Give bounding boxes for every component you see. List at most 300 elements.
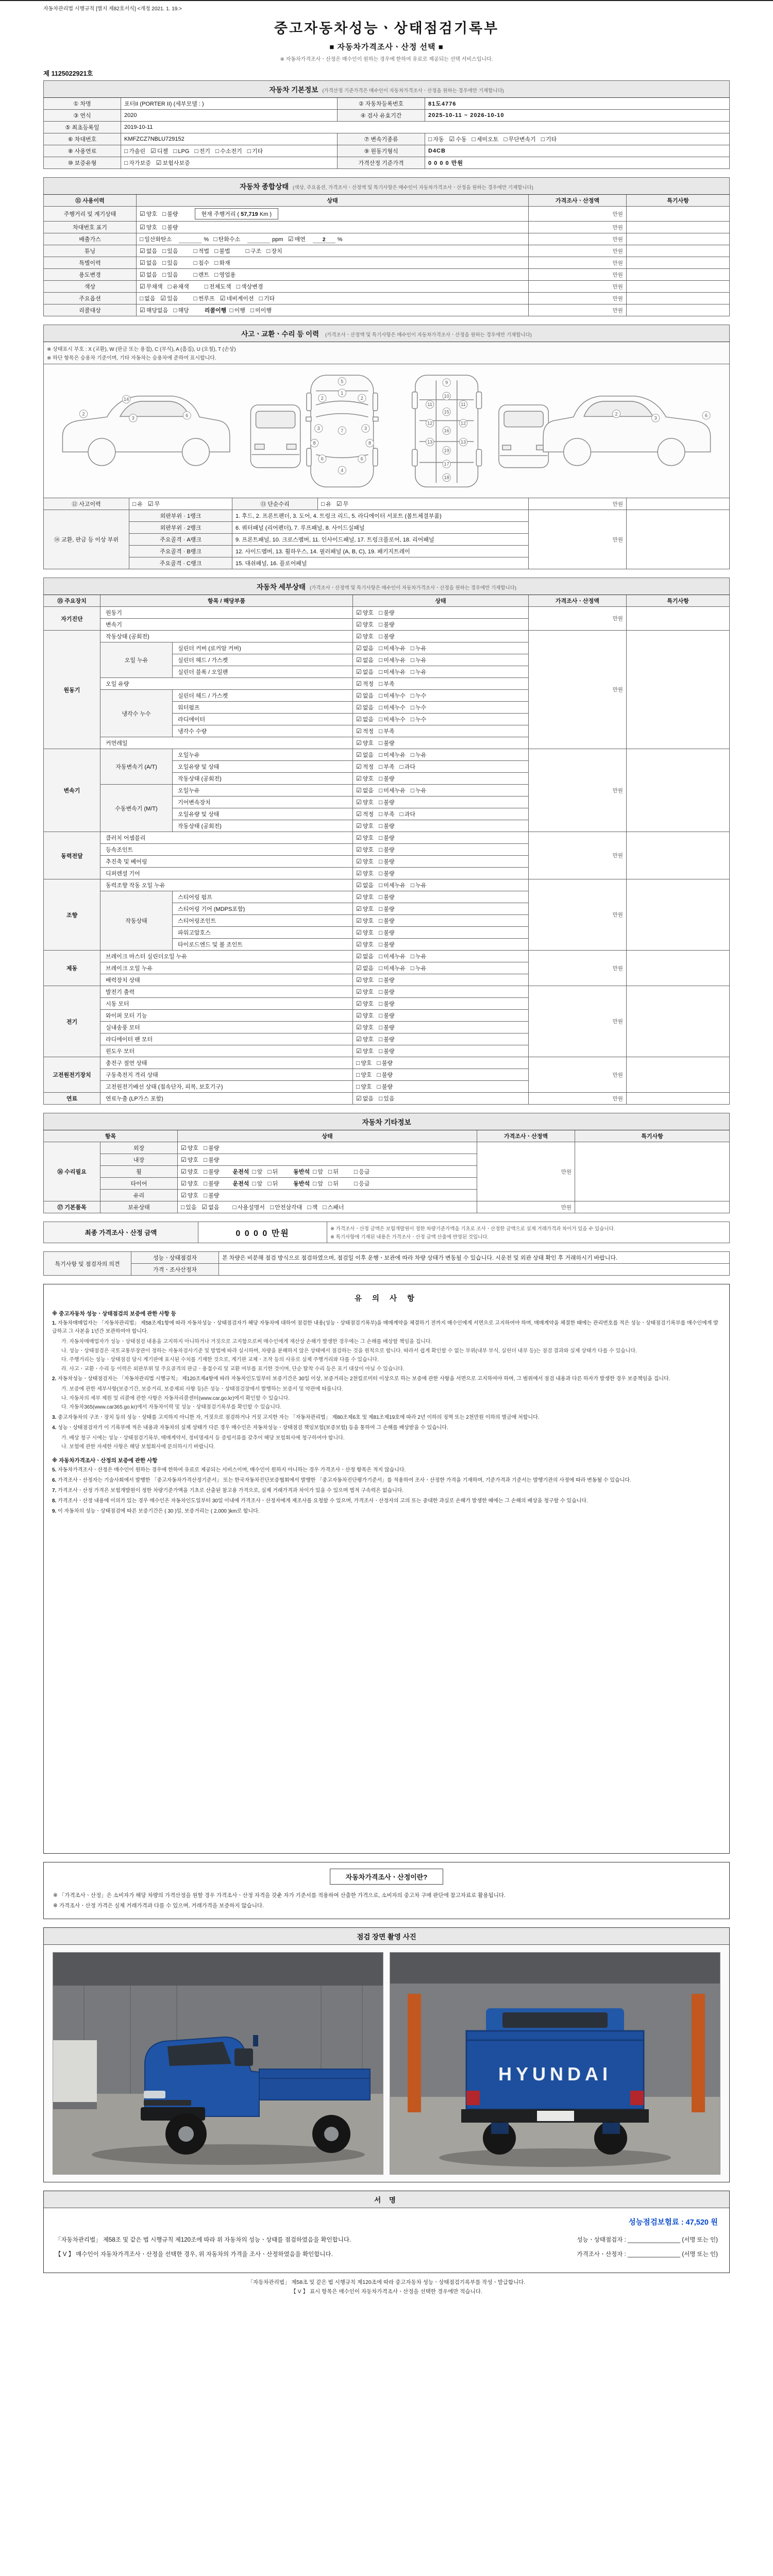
checkbox-label: 미세누유 bbox=[383, 965, 406, 972]
checkbox-checked bbox=[356, 1011, 374, 1020]
checkbox-glyph: ☑ bbox=[356, 621, 362, 629]
diagram-point bbox=[443, 460, 450, 468]
section-header: 자동차 세부상태 (가격조사ㆍ산정액 및 특기사항은 매수인이 자동차가격조사ㆍ산정을 원하는 경우에만 기재합니다) bbox=[44, 578, 730, 595]
checkbox-unchecked bbox=[194, 147, 210, 155]
checkbox-label: 없음 bbox=[144, 296, 156, 302]
checkbox-checked bbox=[356, 786, 374, 794]
checkbox-label: 양호 bbox=[362, 1013, 374, 1020]
checkbox-label: 렌트 bbox=[198, 272, 210, 278]
svg-text:9: 9 bbox=[445, 380, 448, 385]
checkbox-checked bbox=[356, 917, 374, 925]
checkbox-checked bbox=[356, 1023, 374, 1031]
checkbox-unchecked bbox=[411, 668, 427, 676]
checkbox-label: 없음 bbox=[362, 788, 374, 794]
opinion-role: 가격ㆍ조사산정자 bbox=[131, 1264, 219, 1276]
checkbox-glyph: ☑ bbox=[356, 976, 362, 984]
checkbox-label: 불량 bbox=[383, 740, 395, 747]
checkbox-glyph: □ bbox=[410, 787, 415, 794]
checkbox-label: 불량 bbox=[383, 610, 395, 617]
checkbox-label: 양호 bbox=[362, 859, 374, 866]
svg-text:13: 13 bbox=[427, 439, 433, 445]
checkbox-label: 없음 bbox=[146, 248, 158, 255]
item-name: 커먼레일 bbox=[100, 737, 353, 749]
group-name: ⑰ 기본품목 bbox=[44, 1201, 100, 1213]
checkbox-label: 장치 bbox=[271, 248, 282, 255]
overall-row bbox=[44, 222, 730, 233]
field-label: 가격산정 기준가격 bbox=[338, 157, 425, 169]
checkbox-checked bbox=[140, 270, 157, 279]
basic-info-row bbox=[44, 157, 730, 169]
checkbox-glyph: □ bbox=[379, 870, 383, 877]
checkbox-glyph: □ bbox=[379, 645, 383, 652]
state-cell bbox=[353, 939, 529, 951]
checkbox-label: 양호 bbox=[362, 942, 374, 948]
checkbox-label: 양호 bbox=[362, 1025, 374, 1031]
checkbox-glyph: □ bbox=[213, 235, 217, 243]
checkbox-unchecked bbox=[356, 1059, 372, 1067]
check-group bbox=[233, 1181, 283, 1187]
checkbox-glyph: □ bbox=[541, 135, 545, 143]
svg-text:2: 2 bbox=[360, 395, 363, 401]
checkbox-glyph: □ bbox=[204, 1156, 208, 1164]
checkbox-label: 불량 bbox=[208, 1145, 220, 1152]
checkbox-unchecked bbox=[379, 940, 395, 948]
form-reference-note: 자동차관리법 시행규칙 [별지 제82호서식] <개정 2021. 1. 19.> bbox=[43, 6, 182, 12]
checkbox-checked bbox=[356, 774, 374, 783]
checkbox-unchecked bbox=[377, 1059, 393, 1067]
checkbox-glyph: ☑ bbox=[356, 1047, 362, 1055]
checkbox-glyph: □ bbox=[503, 135, 508, 143]
svg-text:6: 6 bbox=[704, 413, 708, 418]
detail-row bbox=[44, 951, 730, 962]
signature-body bbox=[44, 2208, 729, 2273]
checkbox-unchecked bbox=[379, 680, 395, 688]
checkbox-label: 없음 bbox=[362, 883, 374, 889]
checkbox-label: 과다 bbox=[404, 764, 416, 771]
simple-repair-label: ⑬ 단순수리 bbox=[232, 498, 318, 510]
checkbox-label: 양호 bbox=[187, 1157, 199, 1164]
field-label: ② 자동차등록번호 bbox=[338, 98, 425, 110]
field-label: ⑨ 원동기형식 bbox=[338, 145, 425, 157]
checkbox-checked bbox=[356, 999, 374, 1008]
checkbox-unchecked bbox=[229, 306, 245, 314]
item-name: 내장 bbox=[100, 1154, 178, 1166]
svg-text:6: 6 bbox=[186, 413, 189, 418]
checkbox-unchecked bbox=[379, 1011, 395, 1020]
signature-line bbox=[55, 2250, 718, 2258]
checkbox-unchecked bbox=[205, 282, 231, 291]
checkbox-unchecked bbox=[204, 1167, 220, 1176]
checkbox-glyph: □ bbox=[214, 247, 219, 255]
signature-section bbox=[43, 2191, 730, 2273]
checkbox-glyph: □ bbox=[379, 976, 383, 984]
svg-text:8: 8 bbox=[313, 440, 316, 446]
checkbox-checked bbox=[356, 668, 374, 676]
section-header bbox=[44, 325, 730, 342]
checkbox-label: 뒤 bbox=[272, 1169, 278, 1176]
opinion-text: 본 차량은 비분해 점검 방식으로 점검하였으며, 점검일 이후 운행ㆍ보관에 따라 차량 상태가 변동될 수 있습니다. 시운전 및 외관 상태 확인 후 거래하시기 바랍니다. bbox=[219, 1252, 730, 1264]
price-cell: 만원 bbox=[528, 269, 626, 281]
checkbox-unchecked bbox=[204, 1179, 220, 1188]
checkbox-glyph: ☑ bbox=[201, 1204, 208, 1211]
checkbox-glyph: ☑ bbox=[140, 259, 145, 266]
final-price-label: 최종 가격조사ㆍ산정 금액 bbox=[44, 1222, 198, 1243]
notice-section bbox=[43, 1284, 730, 1854]
diagram-point bbox=[123, 395, 130, 403]
checkbox-glyph: □ bbox=[379, 763, 383, 771]
state-cell bbox=[353, 1010, 529, 1022]
field-value bbox=[425, 110, 730, 122]
checkbox-label: 자가보증 bbox=[129, 160, 151, 166]
checkbox-checked bbox=[140, 223, 157, 231]
checkbox-unchecked bbox=[428, 135, 444, 143]
checkbox-label: 없음 bbox=[362, 705, 374, 711]
state-code-notes-row bbox=[44, 342, 730, 364]
price-cell: 만원 bbox=[528, 607, 626, 631]
checkbox-glyph: ☑ bbox=[356, 822, 362, 830]
checkbox-unchecked bbox=[204, 1156, 220, 1164]
checkbox-unchecked bbox=[379, 869, 395, 877]
basic-info-row bbox=[44, 98, 730, 110]
checkbox-label: 기타 bbox=[251, 148, 263, 155]
state-cell bbox=[137, 222, 529, 233]
overall-condition-table bbox=[43, 177, 730, 316]
checkbox-glyph: □ bbox=[379, 810, 383, 818]
overall-row bbox=[44, 233, 730, 245]
checkbox-label: 전체도색 bbox=[209, 284, 231, 290]
checkbox-unchecked bbox=[379, 928, 395, 937]
doc-no-suffix: 호 bbox=[87, 70, 93, 77]
checkbox-label: 미세누유 bbox=[383, 883, 406, 889]
notice-item: 6. 가격조사ㆍ산정자는 기술사회에서 발행한 「중고자동차가격산정기준서」 또는 한국자동차진단보증협회에서 발행한 「중고자동차진단평가기준서」를 적용하여 조사ㆍ산정한 가격을 기재하며, 기준가격과 기준서는 발행기관의 사정에 따라 변동될 수 있습니다. bbox=[52, 1477, 631, 1483]
svg-text:4: 4 bbox=[341, 467, 344, 473]
basic-info-row bbox=[44, 110, 730, 122]
checkbox-unchecked bbox=[379, 964, 406, 972]
diagram-point bbox=[459, 400, 467, 408]
diagram-point bbox=[338, 378, 346, 385]
checkbox-glyph: □ bbox=[410, 645, 415, 652]
checkbox-glyph: ☑ bbox=[147, 500, 154, 508]
final-price-value bbox=[198, 1222, 327, 1243]
detail-row bbox=[44, 607, 730, 619]
checkbox-checked bbox=[356, 822, 374, 830]
notice-item: 9. 이 자동차의 성능ㆍ상태점검에 따른 보증기간은 ( 30 )일, 보증거리는 ( 2,000 )km로 합니다. bbox=[52, 1508, 260, 1514]
accident-history-table bbox=[43, 325, 730, 569]
checkbox-checked bbox=[356, 964, 374, 972]
item-name: 시동 모터 bbox=[100, 998, 353, 1010]
checkbox-glyph: □ bbox=[215, 147, 220, 155]
svg-text:3: 3 bbox=[317, 426, 320, 431]
checkbox-checked bbox=[181, 1144, 198, 1152]
state-cell bbox=[353, 785, 529, 796]
checkbox-unchecked bbox=[411, 786, 427, 794]
diagram-point bbox=[443, 379, 450, 386]
item-name: 실린더 커버 (로커암 커버) bbox=[173, 642, 353, 654]
checkbox-glyph: □ bbox=[379, 1024, 383, 1031]
field-value: 2019-10-11 bbox=[121, 122, 730, 133]
col-item: 항목 bbox=[44, 1130, 178, 1142]
checkbox-glyph: ☑ bbox=[356, 1012, 362, 1020]
notice-subheading: ※ 자동차가격조사ㆍ산정의 보증에 관한 사항 bbox=[52, 1457, 158, 1464]
col-price: 가격조사ㆍ산정액 bbox=[528, 195, 626, 207]
check-group-label: 동반석 bbox=[293, 1181, 310, 1188]
checkbox-checked bbox=[356, 857, 374, 866]
checkbox-glyph: □ bbox=[379, 929, 383, 937]
svg-text:6: 6 bbox=[360, 456, 363, 462]
field-label: ① 차명 bbox=[44, 98, 121, 110]
checkbox-glyph: ☑ bbox=[181, 1144, 187, 1152]
checkbox-glyph: □ bbox=[167, 283, 172, 290]
item-name: 스티어링 기어 (MDPS포함) bbox=[173, 903, 353, 915]
checkbox-glyph: □ bbox=[356, 1083, 360, 1091]
checkbox-label: 불량 bbox=[381, 1084, 393, 1091]
checkbox-label: 불량 bbox=[208, 1193, 220, 1199]
diagram-point bbox=[459, 419, 467, 427]
checkbox-label: 앞 bbox=[317, 1169, 323, 1176]
checkbox-glyph: □ bbox=[379, 692, 383, 700]
checkbox-glyph: □ bbox=[204, 1192, 208, 1199]
checkbox-label: 뒤 bbox=[333, 1181, 339, 1188]
signature-field: 가격조사ㆍ산정자 : ________________ (서명 또는 인) bbox=[577, 2251, 718, 2258]
checkbox-label: 응급 bbox=[359, 1169, 370, 1176]
svg-text:17: 17 bbox=[444, 461, 449, 467]
checkbox-unchecked bbox=[379, 810, 395, 818]
checkbox-label: 있음 bbox=[167, 272, 178, 278]
checkbox-unchecked bbox=[354, 1167, 370, 1176]
pricing-info-line: ※ 가격조사ㆍ산정 가격은 실제 거래가격과 다를 수 있으며, 거래가격을 보증하지 않습니다. bbox=[53, 1903, 264, 1909]
svg-text:2: 2 bbox=[615, 411, 618, 417]
checkbox-unchecked bbox=[379, 857, 395, 866]
checkbox-unchecked bbox=[379, 822, 395, 830]
checkbox-unchecked bbox=[204, 1144, 220, 1152]
checkbox-label: 구조 bbox=[250, 248, 262, 255]
checkbox-unchecked bbox=[379, 762, 395, 771]
checkbox-glyph: □ bbox=[410, 964, 415, 972]
checkbox-unchecked bbox=[379, 917, 395, 925]
checkbox-unchecked bbox=[323, 1203, 344, 1211]
checkbox-unchecked bbox=[328, 1179, 339, 1188]
state-cell bbox=[353, 820, 529, 832]
diagram-point bbox=[318, 455, 326, 463]
section-header: 자동차 기타정보 bbox=[44, 1113, 730, 1130]
checkbox-glyph: □ bbox=[379, 1036, 383, 1043]
checkbox-label: 기타 bbox=[545, 137, 557, 143]
checkbox-glyph: ☑ bbox=[140, 283, 145, 290]
parts-zone-rank: 주요골격 · B랭크 bbox=[129, 546, 232, 557]
checkbox-checked bbox=[356, 1047, 374, 1055]
checkbox-unchecked bbox=[213, 235, 240, 243]
checkbox-label: 없음 bbox=[362, 954, 374, 960]
checkbox-checked bbox=[356, 620, 374, 629]
parts-items: 15. 대쉬패널, 16. 플로어패널 bbox=[232, 557, 529, 569]
checkbox-label: 유 bbox=[137, 501, 143, 508]
svg-text:3: 3 bbox=[654, 415, 657, 421]
checkbox-glyph: □ bbox=[410, 953, 415, 960]
diagram-point bbox=[426, 400, 434, 408]
item-name: 오일유량 및 상태 bbox=[173, 808, 353, 820]
field-value-text: 2025-10-11 ~ 2026-10-10 bbox=[428, 112, 505, 118]
col-price: 가격조사ㆍ산정액 bbox=[528, 595, 626, 607]
checkbox-label: 양호 bbox=[362, 989, 374, 996]
checkbox-checked bbox=[356, 893, 374, 901]
col-device: ⑮ 주요장치 bbox=[44, 595, 100, 607]
notice-subitem: 다. 주행거리는 성능ㆍ상태점검 당시 계기판에 표시된 수치를 기재한 것으로, 계기판 교체ㆍ조작 등의 사유로 실제 주행거리와 다를 수 있습니다. bbox=[61, 1357, 379, 1363]
insurance-fee-label: 성능점검보험료 : bbox=[628, 2218, 684, 2227]
checkbox-glyph: ☑ bbox=[220, 295, 226, 302]
checkbox-label: 부족 bbox=[383, 811, 395, 818]
checkbox-unchecked bbox=[270, 1203, 302, 1211]
checkbox-label: 해당 bbox=[178, 308, 189, 314]
checkbox-checked bbox=[356, 703, 374, 711]
basic-info-row bbox=[44, 122, 730, 133]
tailgate-brand-text: HYUNDAI bbox=[498, 2063, 612, 2084]
checkbox-unchecked bbox=[411, 703, 427, 711]
checkbox-glyph: □ bbox=[410, 656, 415, 664]
item-name: 실린더 헤드 / 가스켓 bbox=[173, 654, 353, 666]
checkbox-label: 안전삼각대 bbox=[275, 1205, 303, 1211]
item-subgroup: 자동변속기 (A/T) bbox=[100, 749, 173, 785]
state-cell bbox=[178, 1178, 477, 1190]
checkbox-glyph: □ bbox=[266, 247, 271, 255]
checkbox-label: 양호 bbox=[362, 610, 374, 617]
field-value bbox=[121, 157, 338, 169]
diagram-point bbox=[652, 414, 660, 422]
checkbox-label: 불량 bbox=[383, 1025, 395, 1031]
checkbox-glyph: □ bbox=[377, 1071, 381, 1079]
price-cell: 만원 bbox=[528, 304, 626, 316]
checkbox-checked bbox=[140, 247, 157, 255]
checkbox-glyph: □ bbox=[162, 224, 166, 231]
final-price-amount: 0 0 0 0 bbox=[236, 1229, 268, 1238]
svg-text:7: 7 bbox=[341, 428, 344, 433]
state-cell bbox=[137, 207, 529, 222]
checkbox-label: 있음 bbox=[167, 248, 178, 255]
checkbox-glyph: □ bbox=[379, 727, 383, 735]
signature-title: 서 명 bbox=[44, 2191, 729, 2208]
parts-zone-rank: 외판부위 · 1랭크 bbox=[129, 510, 232, 522]
pricing-info-line: ※ 「가격조사ㆍ산정」은 소비자가 해당 차량의 가격산정을 원할 경우 가격조사ㆍ산정 자격을 갖춘 자가 기준서를 적용하여 산출한 가격으로, 소비자의 중고차 구매 판단에 참고자료로 활용됩니다. bbox=[53, 1892, 506, 1899]
state-cell bbox=[353, 844, 529, 856]
checkbox-checked bbox=[356, 869, 374, 877]
checkbox-label: 미세누수 bbox=[383, 705, 406, 711]
checkbox-label: 불량 bbox=[383, 835, 395, 842]
checkbox-unchecked bbox=[215, 147, 242, 155]
checkbox-checked bbox=[140, 306, 168, 314]
state-cell bbox=[353, 998, 529, 1010]
field-value bbox=[425, 145, 730, 157]
note-cell bbox=[626, 510, 729, 569]
checkbox-glyph: □ bbox=[379, 1047, 383, 1055]
checkbox-unchecked bbox=[194, 270, 210, 279]
diagram-point bbox=[79, 410, 87, 418]
checkbox-glyph: □ bbox=[379, 893, 383, 901]
accident-summary-row bbox=[44, 498, 730, 510]
notice-item: 5. 자동차가격조사ㆍ산정은 매수인이 원하는 경우에 한하여 유료로 제공되는 서비스이며, 매수인이 원하지 아니하는 경우 가격조사ㆍ산정 항목은 적지 않습니다. bbox=[52, 1467, 406, 1473]
state-cell bbox=[353, 619, 529, 631]
checkbox-label: 있음 bbox=[186, 1205, 197, 1211]
checkbox-label: 뒤 bbox=[272, 1181, 278, 1188]
note-cell bbox=[626, 281, 729, 293]
checkbox-label: 없음 bbox=[362, 965, 374, 972]
checkbox-label: 침수 bbox=[198, 260, 210, 266]
checkbox-unchecked bbox=[379, 999, 395, 1008]
checkbox-glyph: □ bbox=[229, 307, 233, 314]
svg-text:18: 18 bbox=[444, 474, 449, 480]
checkbox-label: 앞 bbox=[257, 1169, 263, 1176]
checkbox-glyph: □ bbox=[379, 846, 383, 854]
checkbox-glyph: ☑ bbox=[356, 692, 362, 700]
checkbox-glyph: □ bbox=[204, 1144, 208, 1152]
item-subgroup: 오일 누유 bbox=[100, 642, 173, 678]
check-group-label: 리콜이행 bbox=[204, 308, 227, 314]
checkbox-glyph: □ bbox=[173, 307, 177, 314]
checkbox-glyph: ☑ bbox=[160, 295, 166, 302]
checkbox-glyph: ☑ bbox=[356, 775, 362, 783]
state-cell bbox=[353, 903, 529, 915]
checkbox-glyph: □ bbox=[379, 1012, 383, 1020]
state-cell bbox=[353, 856, 529, 868]
checkbox-unchecked bbox=[503, 135, 535, 143]
notice-subitem: 라. 사고ㆍ교환ㆍ수리 등 이력은 외판부위 및 주요골격의 판금ㆍ용접수리 및 교환 여부를 표기한 것이며, 단순 탈착 수리 등은 표기 대상이 아닐 수 있습니다. bbox=[61, 1366, 405, 1372]
checkbox-glyph: ☑ bbox=[140, 210, 145, 217]
checkbox-checked bbox=[356, 656, 374, 664]
checkbox-unchecked bbox=[267, 1179, 278, 1188]
usage-item-label: 주행거리 및 계기상태 bbox=[44, 207, 137, 222]
check-group bbox=[205, 284, 268, 290]
state-cell bbox=[353, 891, 529, 903]
checkbox-label: 양호 bbox=[362, 930, 374, 937]
col-state: 상태 bbox=[353, 595, 529, 607]
checkbox-label: 자동 bbox=[433, 137, 444, 143]
col-item: 항목 / 해당부품 bbox=[100, 595, 353, 607]
checkbox-checked bbox=[356, 1094, 374, 1103]
col-state: 상태 bbox=[178, 1130, 477, 1142]
footer-notes bbox=[43, 2278, 730, 2297]
checkbox-label: 불법 bbox=[219, 248, 230, 255]
checkbox-unchecked bbox=[377, 1071, 393, 1079]
check-group bbox=[194, 248, 236, 255]
etc-row bbox=[44, 1201, 730, 1213]
checkbox-label: 적법 bbox=[198, 248, 210, 255]
checkbox-label: 불량 bbox=[383, 871, 395, 877]
checkbox-label: 누유 bbox=[415, 954, 427, 960]
note-cell bbox=[626, 269, 729, 281]
svg-text:12: 12 bbox=[427, 420, 433, 426]
checkbox-glyph: □ bbox=[313, 1168, 317, 1176]
item-name: 냉각수 수량 bbox=[173, 725, 353, 737]
price-cell: 만원 bbox=[528, 498, 626, 510]
notice-item: 3. 중고자동차의 구조ㆍ장치 등의 성능ㆍ상태를 고지하지 아니한 자, 거짓으로 점검하거나 거짓 고지한 자는 「자동차관리법」 제80조제6호 및 제81조제19호에 따라 2년 이하의 징역 또는 2천만원 이하의 벌금에 처합니다. bbox=[52, 1414, 540, 1420]
price-cell: 만원 bbox=[528, 293, 626, 304]
field-value bbox=[121, 145, 338, 157]
checkbox-unchecked bbox=[379, 798, 395, 806]
checkbox-label: 앞 bbox=[317, 1181, 323, 1188]
checkbox-unchecked bbox=[313, 1167, 323, 1176]
checkbox-label: 보험사보증 bbox=[162, 160, 190, 166]
checkbox-label: 부족 bbox=[383, 681, 395, 688]
checkbox-checked bbox=[356, 727, 374, 735]
checkbox-unchecked bbox=[252, 1179, 262, 1188]
checkbox-label: 양호 bbox=[187, 1181, 199, 1188]
document-title: 중고자동차성능ㆍ상태점검기록부 bbox=[274, 21, 499, 36]
checkbox-glyph: ☑ bbox=[356, 645, 362, 652]
price-cell: 만원 bbox=[528, 245, 626, 257]
checkbox-glyph: □ bbox=[379, 953, 383, 960]
section-header: 자동차 종합상태 (색상, 주요옵션, 가격조사ㆍ산정액 및 특기사항은 매수인이 자동차가격조사ㆍ산정을 원하는 경우에만 기재합니다) bbox=[44, 178, 730, 195]
checkbox-checked bbox=[356, 952, 374, 960]
checkbox-checked bbox=[181, 1156, 198, 1164]
item-name: 변속기 bbox=[100, 619, 353, 631]
